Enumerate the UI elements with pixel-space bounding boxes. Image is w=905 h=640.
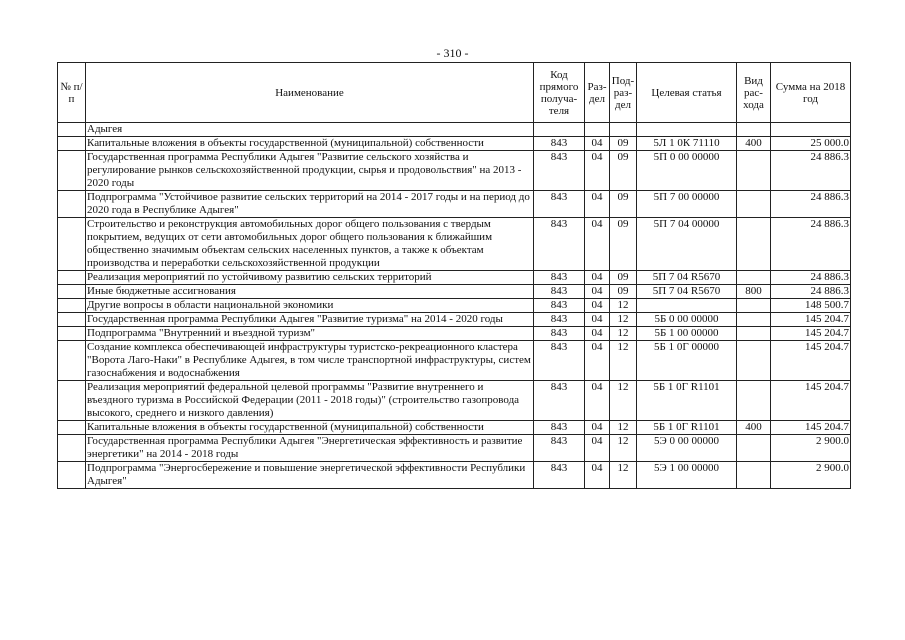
table-row <box>58 123 851 137</box>
row-name: Подпрограмма "Внутренний и въездной туризм" <box>86 327 534 341</box>
row-sum: 24 886.3 <box>771 151 851 191</box>
row-expense <box>737 271 771 285</box>
row-sum: 24 886.3 <box>771 285 851 299</box>
header-subsection: Под-раз-дел <box>610 63 637 123</box>
row-num <box>58 435 86 462</box>
row-code: 843 <box>534 327 585 341</box>
row-name: Государственная программа Республики Адыгея "Развитие сельского хозяйства и регулирование рынков сельскохозяйственной продукции, сырья и продовольствия" на 2013 - 2020 годы <box>86 151 534 191</box>
row-sum: 145 204.7 <box>771 327 851 341</box>
header-code: Код прямого получа-теля <box>534 63 585 123</box>
row-expense <box>737 327 771 341</box>
row-target: 5Б 1 00 00000 <box>637 327 737 341</box>
row-num <box>58 137 86 151</box>
row-expense <box>737 123 771 137</box>
row-sum: 24 886.3 <box>771 218 851 271</box>
row-num <box>58 421 86 435</box>
row-target: 5П 7 04 R5670 <box>637 285 737 299</box>
table-row <box>58 421 851 435</box>
row-name: Другие вопросы в области национальной экономики <box>86 299 534 313</box>
row-expense: 400 <box>737 137 771 151</box>
row-target: 5Э 1 00 00000 <box>637 462 737 489</box>
row-num <box>58 341 86 381</box>
row-sum: 25 000.0 <box>771 137 851 151</box>
row-target <box>637 123 737 137</box>
header-sum: Сумма на 2018 год <box>771 63 851 123</box>
row-section: 04 <box>585 151 610 191</box>
row-section: 04 <box>585 285 610 299</box>
row-code: 843 <box>534 137 585 151</box>
row-code: 843 <box>534 341 585 381</box>
row-code: 843 <box>534 462 585 489</box>
row-code: 843 <box>534 285 585 299</box>
row-section: 04 <box>585 327 610 341</box>
row-section: 04 <box>585 218 610 271</box>
row-name: Государственная программа Республики Адыгея "Развитие туризма" на 2014 - 2020 годы <box>86 313 534 327</box>
row-subsection: 12 <box>610 462 637 489</box>
row-sum <box>771 123 851 137</box>
row-name: Создание комплекса обеспечивающей инфраструктуры туристско-рекреационного кластера "Ворота Лаго-Наки" в Республике Адыгея, в том числе транспортной инфраструктуры, систем газоснабжения и водоснабжения <box>86 341 534 381</box>
row-expense <box>737 381 771 421</box>
row-num <box>58 381 86 421</box>
row-code <box>534 123 585 137</box>
row-subsection: 12 <box>610 341 637 381</box>
row-expense <box>737 435 771 462</box>
row-subsection: 12 <box>610 313 637 327</box>
table-row <box>58 327 851 341</box>
row-target: 5Л 1 0К 71110 <box>637 137 737 151</box>
row-name: Иные бюджетные ассигнования <box>86 285 534 299</box>
row-section <box>585 123 610 137</box>
row-sum: 145 204.7 <box>771 341 851 381</box>
row-code: 843 <box>534 191 585 218</box>
table-row <box>58 435 851 462</box>
header-expense: Вид рас-хода <box>737 63 771 123</box>
row-subsection: 09 <box>610 285 637 299</box>
row-sum: 145 204.7 <box>771 313 851 327</box>
row-num <box>58 151 86 191</box>
row-subsection: 09 <box>610 151 637 191</box>
row-section: 04 <box>585 299 610 313</box>
row-target: 5Б 1 0Г R1101 <box>637 381 737 421</box>
row-code: 843 <box>534 435 585 462</box>
row-name: Подпрограмма "Устойчивое развитие сельских территорий на 2014 - 2017 годы и на период до 2020 года в Республике Адыгея" <box>86 191 534 218</box>
row-section: 04 <box>585 191 610 218</box>
row-code: 843 <box>534 381 585 421</box>
table-header-row <box>58 63 851 123</box>
table-row <box>58 191 851 218</box>
table-row <box>58 462 851 489</box>
row-expense <box>737 313 771 327</box>
row-sum: 145 204.7 <box>771 421 851 435</box>
row-num <box>58 191 86 218</box>
row-section: 04 <box>585 435 610 462</box>
table-row <box>58 285 851 299</box>
row-num <box>58 123 86 137</box>
row-subsection: 12 <box>610 435 637 462</box>
row-subsection: 09 <box>610 137 637 151</box>
row-code: 843 <box>534 421 585 435</box>
row-sum: 2 900.0 <box>771 435 851 462</box>
row-expense <box>737 462 771 489</box>
row-subsection: 12 <box>610 421 637 435</box>
row-sum: 2 900.0 <box>771 462 851 489</box>
row-sum: 145 204.7 <box>771 381 851 421</box>
row-section: 04 <box>585 421 610 435</box>
row-subsection: 09 <box>610 218 637 271</box>
row-expense <box>737 191 771 218</box>
row-num <box>58 313 86 327</box>
row-name: Подпрограмма "Энергосбережение и повышение энергетической эффективности Республики Адыгея" <box>86 462 534 489</box>
table-row <box>58 137 851 151</box>
row-target: 5П 7 04 00000 <box>637 218 737 271</box>
table-row <box>58 381 851 421</box>
row-name: Капитальные вложения в объекты государственной (муниципальной) собственности <box>86 137 534 151</box>
row-expense <box>737 341 771 381</box>
row-section: 04 <box>585 341 610 381</box>
row-subsection: 12 <box>610 299 637 313</box>
row-target: 5П 0 00 00000 <box>637 151 737 191</box>
header-target: Целевая статья <box>637 63 737 123</box>
row-code: 843 <box>534 271 585 285</box>
table-row <box>58 271 851 285</box>
row-target: 5Б 0 00 00000 <box>637 313 737 327</box>
row-expense: 400 <box>737 421 771 435</box>
row-num <box>58 299 86 313</box>
header-name: Наименование <box>86 63 534 123</box>
row-subsection: 12 <box>610 381 637 421</box>
row-target: 5П 7 04 R5670 <box>637 271 737 285</box>
row-expense <box>737 151 771 191</box>
row-subsection: 09 <box>610 271 637 285</box>
header-num: № п/п <box>58 63 86 123</box>
header-section: Раз-дел <box>585 63 610 123</box>
table-row <box>58 218 851 271</box>
row-subsection: 12 <box>610 327 637 341</box>
row-name: Государственная программа Республики Адыгея "Энергетическая эффективность и развитие энергетики" на 2014 - 2018 годы <box>86 435 534 462</box>
row-section: 04 <box>585 271 610 285</box>
row-sum: 24 886.3 <box>771 271 851 285</box>
row-name: Реализация мероприятий федеральной целевой программы "Развитие внутреннего и въездного туризма в Российской Федерации (2011 - 2018 годы)" (строительство газопровода высокого, среднего и низкого давления) <box>86 381 534 421</box>
row-subsection: 09 <box>610 191 637 218</box>
row-expense <box>737 299 771 313</box>
table-body <box>58 123 851 489</box>
row-section: 04 <box>585 381 610 421</box>
row-sum: 148 500.7 <box>771 299 851 313</box>
row-expense: 800 <box>737 285 771 299</box>
row-name: Реализация мероприятий по устойчивому развитию сельских территорий <box>86 271 534 285</box>
table-row <box>58 341 851 381</box>
row-code: 843 <box>534 313 585 327</box>
row-section: 04 <box>585 462 610 489</box>
row-code: 843 <box>534 218 585 271</box>
row-target: 5Б 1 0Г R1101 <box>637 421 737 435</box>
table-row <box>58 313 851 327</box>
budget-table <box>57 62 851 489</box>
row-target: 5П 7 00 00000 <box>637 191 737 218</box>
row-code: 843 <box>534 299 585 313</box>
row-expense <box>737 218 771 271</box>
table-row <box>58 151 851 191</box>
row-target: 5Б 1 0Г 00000 <box>637 341 737 381</box>
row-sum: 24 886.3 <box>771 191 851 218</box>
row-num <box>58 327 86 341</box>
row-num <box>58 271 86 285</box>
row-name: Адыгея <box>86 123 534 137</box>
row-name: Капитальные вложения в объекты государственной (муниципальной) собственности <box>86 421 534 435</box>
page-number: - 310 - <box>436 46 469 60</box>
row-num <box>58 218 86 271</box>
row-section: 04 <box>585 313 610 327</box>
row-target <box>637 299 737 313</box>
row-section: 04 <box>585 137 610 151</box>
table-row <box>58 299 851 313</box>
row-subsection <box>610 123 637 137</box>
row-num <box>58 285 86 299</box>
row-num <box>58 462 86 489</box>
row-code: 843 <box>534 151 585 191</box>
row-target: 5Э 0 00 00000 <box>637 435 737 462</box>
row-name: Строительство и реконструкция автомобильных дорог общего пользования с твердым покрытием, ведущих от сети автомобильных дорог общего пользования к ближайшим общественно значимым объектам сельских населенных пунктов, а также к объектам производства и переработки сельскохозяйственной продукции <box>86 218 534 271</box>
